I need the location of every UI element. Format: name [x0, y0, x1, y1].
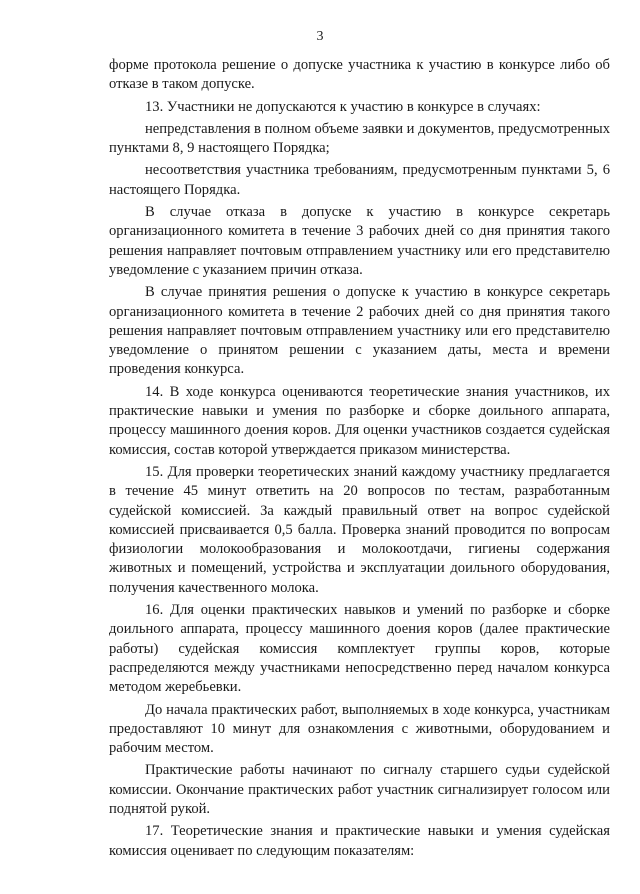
- paragraph-admission: В случае принятия решения о допуске к участию в конкурсе секретарь организационного комитета в течение 2 рабочих дней со дня принятия такого решения направляет почтовым отправлением участнику или его представителю уведомление о принятом решении с указанием даты, места и времени проведения конкурса.: [109, 284, 610, 378]
- page-number: 3: [316, 29, 324, 44]
- paragraph-13-case-1: непредставления в полном объеме заявки и документов, предусмотренных пунктами 8, 9 настоящего Порядка;: [109, 120, 610, 157]
- document-body: [109, 56, 610, 864]
- paragraph-continuation: форме протокола решение о допуске участника к участию в конкурсе либо об отказе в таком допуске.: [109, 57, 610, 93]
- paragraph-refusal: В случае отказа в допуске к участию в конкурсе секретарь организационного комитета в течение 3 рабочих дней со дня принятия такого решения направляет почтовым отправлением участнику или его представителю уведомление с указанием причин отказа.: [109, 204, 610, 278]
- paragraph-17: 17. Теоретические знания и практические навыки и умения судейская комиссия оценивает по следующим показателям:: [109, 823, 610, 859]
- paragraph-16-start: Практические работы начинают по сигналу старшего судьи судейской комиссии. Окончание практических работ участник сигнализирует голосом или поднятой рукой.: [109, 762, 610, 817]
- paragraph-16: 16. Для оценки практических навыков и умений по разборке и сборке доильного аппарата, процессу машинного доения коров (далее практические работы) судейская комиссия комплектует группы коров, которые распределяются между участниками непосредственно перед началом конкурса методом жеребьевки.: [109, 602, 610, 696]
- paragraph-13: 13. Участники не допускаются к участию в конкурсе в случаях:: [145, 98, 541, 115]
- paragraph-14: 14. В ходе конкурса оцениваются теоретические знания участников, их практические навыки и умения по разборке и сборке доильного аппарата, процессу машинного доения коров. Для оценки участников создается судейская комиссия, состав которой утверждается приказом министерства.: [109, 383, 610, 458]
- paragraph-16-preparation: До начала практических работ, выполняемых в ходе конкурса, участникам предоставляют 10 минут для ознакомления с животными, оборудованием и рабочим местом.: [109, 701, 610, 757]
- paragraph-15: 15. Для проверки теоретических знаний каждому участнику предлагается в течение 45 минут ответить на 20 вопросов по тестам, разработанным судейской комиссией. За каждый правильный ответ на вопрос судейской комиссией присваивается 0,5 балла. Проверка знаний проводится по вопросам физиологии молокообразования и молокоотдачи, гигиены содержания животных и помещений, устройства и эксплуатации доильного оборудования, получения качественного молока.: [109, 463, 610, 596]
- paragraph-13-case-2: несоответствия участника требованиям, предусмотренным пунктами 5, 6 настоящего Порядка.: [109, 162, 610, 198]
